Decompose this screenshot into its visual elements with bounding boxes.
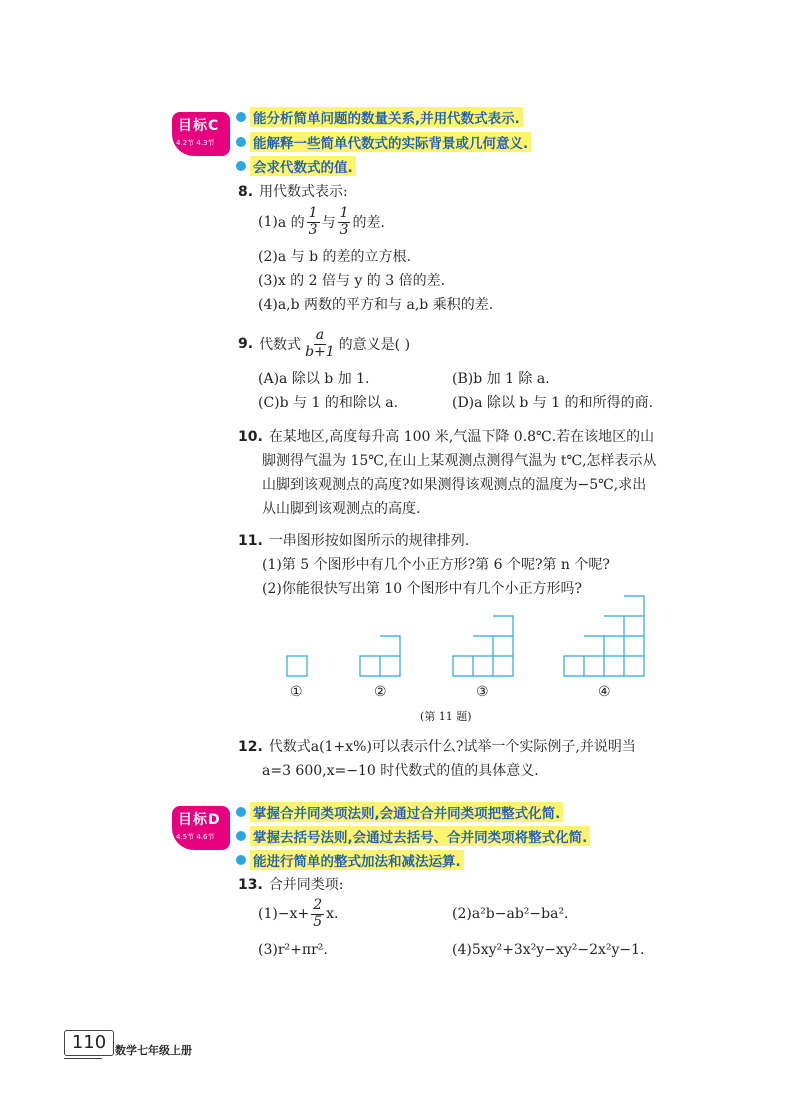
fraction: $\frac{2}{5}$ bbox=[313, 897, 323, 930]
page-number-underline bbox=[64, 1058, 102, 1059]
goal-d-item: 能进行简单的整式加法和减法运算. bbox=[236, 850, 464, 869]
q10-line3: 山脚到该观测点的高度?如果测得该观测点的温度为−5℃,求出 bbox=[262, 477, 647, 493]
q8-stem: 8. 用代数式表示: bbox=[238, 184, 348, 200]
page-number: 110 bbox=[64, 1030, 114, 1056]
fraction: $\frac{1}{3}$ bbox=[339, 205, 349, 238]
q9-option-c: (C)b 与 1 的和除以 a. bbox=[258, 395, 399, 411]
goal-d-badge-title: 目标D bbox=[178, 812, 221, 828]
goal-c-badge-title: 目标C bbox=[178, 118, 220, 134]
goal-c-item: 能分析简单问题的数量关系,并用代数式表示. bbox=[236, 107, 523, 126]
bullet-dot-icon bbox=[236, 855, 246, 865]
q13-part2: (2)a²b−ab²−ba². bbox=[452, 906, 569, 922]
q10-line1: 10. 在某地区,高度每升高 100 米,气温下降 0.8℃.若在该地区的山 bbox=[238, 429, 655, 445]
fraction: $\frac{a}{b+1}$ bbox=[305, 327, 335, 360]
q12-line2: a=3 600,x=−10 时代数式的值的具体意义. bbox=[262, 763, 539, 779]
q8-part3: (3)x 的 2 倍与 y 的 3 倍的差. bbox=[258, 273, 446, 289]
bullet-dot-icon bbox=[236, 831, 246, 841]
q8-part2: (2)a 与 b 的差的立方根. bbox=[258, 249, 411, 265]
goal-d-item: 掌握合并同类项法则,会通过合并同类项把整式化简. bbox=[236, 802, 563, 821]
goal-c-item: 会求代数式的值. bbox=[236, 156, 356, 175]
q13-part4: (4)5xy²+3x²y−xy²−2x²y−1. bbox=[452, 942, 645, 958]
small-squares-4 bbox=[564, 596, 644, 676]
goal-d-item: 掌握去括号法则,会通过去括号、合并同类项将整式化简. bbox=[236, 826, 590, 845]
small-square bbox=[287, 656, 307, 676]
q9-option-d: (D)a 除以 b 与 1 的和所得的商. bbox=[452, 395, 654, 411]
q8-part4: (4)a,b 两数的平方和与 a,b 乘积的差. bbox=[258, 297, 494, 313]
q10-line2: 脚测得气温为 15℃,在山上某观测点测得气温为 t℃,怎样表示从 bbox=[262, 453, 657, 469]
figure-label-1: ① bbox=[290, 684, 303, 700]
q13-part3: (3)r²+πr². bbox=[258, 942, 328, 958]
figure-label-4: ④ bbox=[598, 684, 611, 700]
q9-option-a: (A)a 除以 b 加 1. bbox=[258, 371, 370, 387]
goal-c-item: 能解释一些简单代数式的实际背景或几何意义. bbox=[236, 132, 531, 151]
q13-stem: 13. 合并同类项: bbox=[238, 877, 344, 893]
q13-part1: (1)−x+ $\frac{2}{5}$ x. bbox=[258, 897, 339, 930]
figure-label-2: ② bbox=[374, 684, 387, 700]
figure-label-3: ③ bbox=[476, 684, 489, 700]
bullet-dot-icon bbox=[236, 807, 246, 817]
small-squares-3 bbox=[453, 616, 513, 676]
fraction: $\frac{1}{3}$ bbox=[308, 205, 318, 238]
book-title: 数学七年级上册 bbox=[115, 1044, 192, 1057]
goal-d-sections: 4.5节 4.6节 bbox=[176, 833, 215, 841]
q11-stem: 11. 一串图形按如图所示的规律排列. bbox=[238, 533, 470, 549]
small-squares-2 bbox=[360, 636, 400, 676]
q9-option-b: (B)b 加 1 除 a. bbox=[452, 371, 550, 387]
q8-part1: (1) a 的 $\frac{1}{3}$ 与 $\frac{1}{3}$ 的差. bbox=[258, 205, 385, 238]
q10-line4: 从山脚到该观测点的高度. bbox=[262, 501, 421, 517]
figure-caption: (第 11 题) bbox=[420, 710, 472, 723]
q12-line1: 12. 代数式a(1+x%)可以表示什么?试举一个实际例子,并说明当 bbox=[238, 739, 636, 755]
q11-part1: (1)第 5 个图形中有几个小正方形?第 6 个呢?第 n 个呢? bbox=[262, 557, 610, 573]
goal-d-badge bbox=[172, 806, 230, 850]
q9-stem: 9. 代数式 $\frac{a}{b+1}$ 的意义是( ) bbox=[238, 327, 411, 360]
goal-c-sections: 4.2节 4.3节 bbox=[176, 139, 215, 147]
q11-part2: (2)你能很快写出第 10 个图形中有几个小正方形吗? bbox=[262, 581, 583, 597]
